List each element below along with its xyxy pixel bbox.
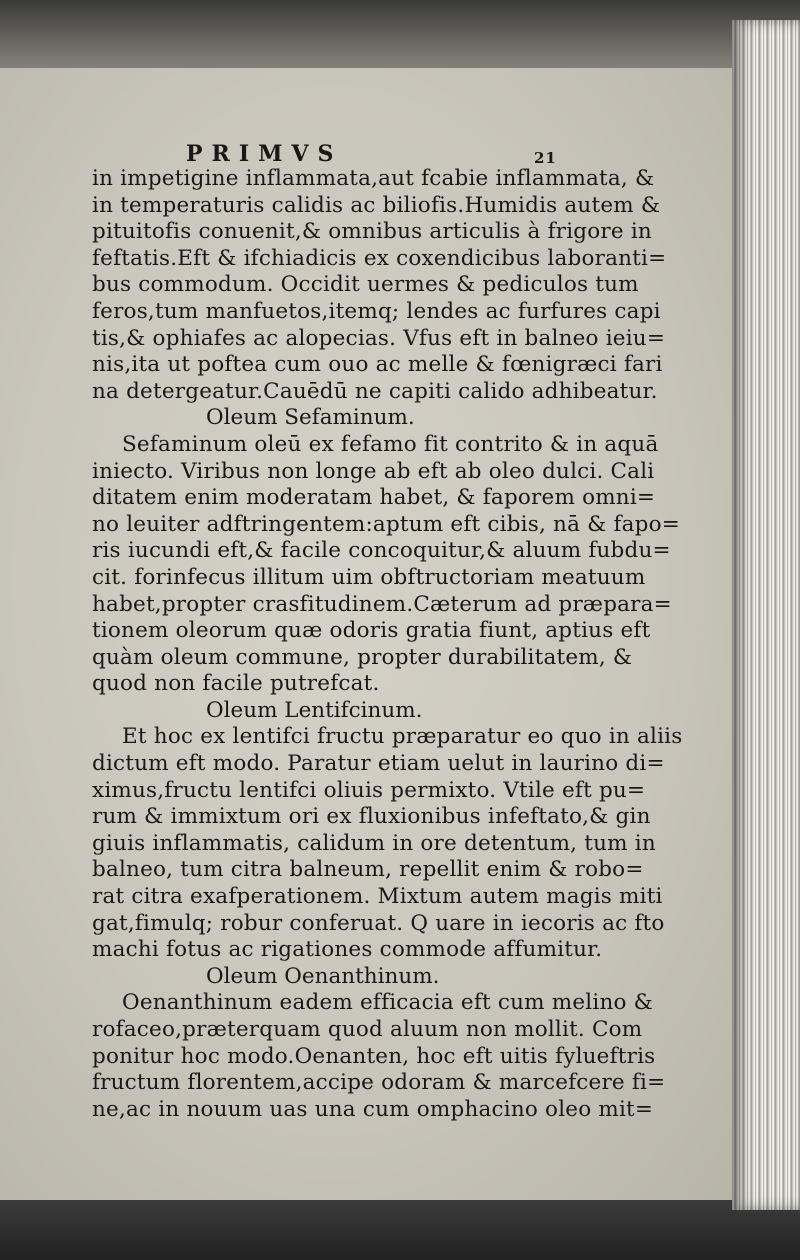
text-line: balneo, tum citra balneum, repellit enim & robo= bbox=[92, 857, 644, 883]
section-heading: Oleum Oenanthinum. bbox=[206, 963, 440, 989]
text-line: tis,& ophiafes ac alopecias. Vfus eft in balneo ieiu= bbox=[92, 325, 666, 351]
text-line: ne,ac in nouum uas una cum omphacino oleo mit= bbox=[92, 1096, 654, 1122]
text-line: in impetigine inflammata,aut fcabie inflammata, & bbox=[92, 166, 655, 191]
text-line: iniecto. Viribus non longe ab eft ab oleo dulci. Cali bbox=[92, 458, 655, 484]
text-line: quod non facile putrefcat. bbox=[92, 671, 380, 697]
running-head bbox=[92, 142, 712, 166]
text-line: no leuiter adftringentem:aptum eft cibis, nā & fapo= bbox=[92, 511, 681, 537]
text-line: Et hoc ex lentifci fructu præparatur eo quo in aliis bbox=[122, 724, 683, 750]
text-line: in temperaturis calidis ac biliofis.Humidis autem & bbox=[92, 192, 661, 218]
text-line: ponitur hoc modo.Oenanten, hoc eft uitis fylueftris bbox=[92, 1043, 656, 1069]
text-line: feros,tum manfuetos,itemq; lendes ac furfures capi bbox=[92, 298, 661, 324]
body-text bbox=[92, 166, 712, 1123]
text-line: habet,propter crasfitudinem.Cæterum ad præpara= bbox=[92, 591, 672, 617]
text-line: dictum eft modo. Paratur etiam uelut in laurino di= bbox=[92, 751, 665, 777]
page-edges bbox=[732, 20, 800, 1210]
text-line: pituitofis conuenit,& omnibus articulis à frigore in bbox=[92, 219, 652, 245]
section-heading: Oleum Sefaminum. bbox=[206, 405, 415, 431]
text-line: tionem oleorum quæ odoris gratia fiunt, aptius eft bbox=[92, 618, 651, 644]
text-line: rat citra exafperationem. Mixtum autem magis miti bbox=[92, 884, 663, 910]
text-line: rofaceo,præterquam quod aluum non mollit. Com bbox=[92, 1017, 643, 1042]
text-line: bus commodum. Occidit uermes & pediculos tum bbox=[92, 272, 639, 298]
text-line: nis,ita ut poftea cum ouo ac melle & fœnigræci fari bbox=[92, 352, 663, 378]
text-line: machi fotus ac rigationes commode affumitur. bbox=[92, 937, 603, 963]
text-line: quàm oleum commune, propter durabilitatem, & bbox=[92, 644, 633, 670]
text-line: rum & immixtum ori ex fluxionibus infeftato,& gin bbox=[92, 804, 651, 830]
text-line: ris iucundi eft,& facile concoquitur,& aluum fubdu= bbox=[92, 538, 671, 564]
text-line: gat,fimulq; robur conferuat. Q uare in iecoris ac fto bbox=[92, 910, 665, 936]
text-line: giuis inflammatis, calidum in ore detentum, tum in bbox=[92, 830, 656, 856]
text-line: cit. forinfecus illitum uim obftructoriam meatuum bbox=[92, 564, 646, 590]
text-line: ximus,fructu lentifci oliuis permixto. Vtile eft pu= bbox=[92, 777, 646, 803]
text-block bbox=[92, 142, 712, 1123]
text-line: ditatem enim moderatam habet, & faporem omni= bbox=[92, 485, 656, 511]
section-heading: Oleum Lentifcinum. bbox=[206, 697, 423, 723]
text-line: Oenanthinum eadem efficacia eft cum melino & bbox=[122, 990, 654, 1016]
running-head-title: PRIMVS bbox=[186, 141, 343, 167]
text-line: na detergeatur.Cauēdū ne capiti calido adhibeatur. bbox=[92, 378, 658, 404]
text-line: Sefaminum oleū ex fefamo fit contrito & in aquā bbox=[122, 431, 659, 457]
page-number: 21 bbox=[534, 149, 557, 167]
text-line: fructum florentem,accipe odoram & marcefcere fi= bbox=[92, 1070, 666, 1096]
text-line: feftatis.Eft & ifchiadicis ex coxendicibus laboranti= bbox=[92, 245, 667, 271]
